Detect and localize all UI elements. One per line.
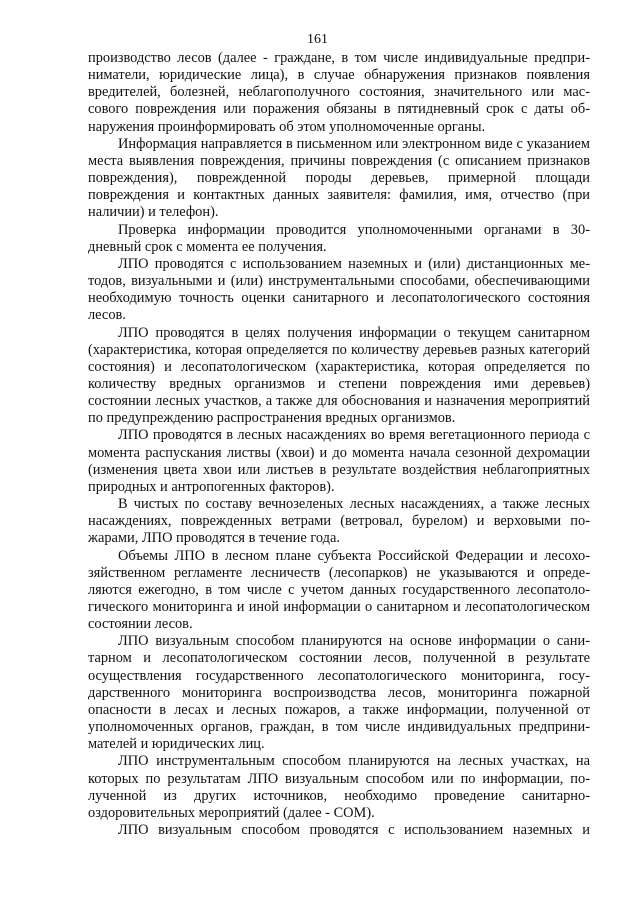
paragraph: ЛПО проводятся с использованием наземных и (или) дистанционных методов, визуальными и (или) инструментальными способами, обеспечивающими необходимую точность оценки санитарного и лесопатологического состояния лесов. xyxy=(88,255,590,324)
paragraph: производство лесов (далее - граждане, в том числе индивидуальные предприниматели, юридические лица), в случае обнаружения признаков появления вредителей, болезней, неблагополучного состояния, значительного или массового повреждения или поражения обязаны в пятидневный срок с даты обнаружения проинформировать об этом уполномоченные органы. xyxy=(88,50,590,135)
document-body xyxy=(88,50,590,839)
paragraph: Проверка информации проводится уполномоченными органами в 30-дневный срок с момента ее получения. xyxy=(88,221,590,255)
page-number: 161 xyxy=(307,32,328,47)
paragraph: Информация направляется в письменном или электронном виде с указанием места выявления повреждения, причины повреждения (с описанием признаков повреждения), поврежденной породы деревьев, примерной площади повреждения и контактных данных заявителя: фамилия, имя, отчество (при наличии) и телефон). xyxy=(88,135,590,221)
paragraph: ЛПО визуальным способом планируются на основе информации о санитарном и лесопатологическом состоянии лесов, полученной в результате осуществления государственного лесопатологического мониторинга, государственного мониторинга воспроизводства лесов, мониторинга пожарной опасности в лесах и лесных пожаров, а также информации, полученной от уполномоченных органов, граждан, в том числе индивидуальных предпринимателей и юридических лиц. xyxy=(88,633,590,753)
paragraph: ЛПО визуальным способом проводятся с использованием наземных и xyxy=(118,822,590,839)
paragraph: ЛПО проводятся в целях получения информации о текущем санитарном (характеристика, которая определяется по количеству деревьев разных категорий состояния) и лесопатологическом (характеристика, которая определяется по количеству вредных организмов и степени повреждения ими деревьев) состоянии лесных участков, а также для обоснования и назначения мероприятий по предупреждению распространения вредных организмов. xyxy=(88,324,590,427)
paragraph: В чистых по составу вечнозеленых лесных насаждениях, а также лесных насаждениях, поврежденных ветрами (ветровал, бурелом) и верховыми пожарами, ЛПО проводятся в течение года. xyxy=(88,496,590,547)
paragraph: ЛПО инструментальным способом планируются на лесных участках, на которых по результатам ЛПО визуальным способом или по информации, полученной из других источников, необходимо проведение санитарно-оздоровительных мероприятий (далее - СОМ). xyxy=(88,753,590,821)
paragraph: Объемы ЛПО в лесном плане субъекта Российской Федерации и лесохозяйственном регламенте лесничеств (лесопарков) не указываются и определяются ежегодно, в том числе с учетом данных государственного лесопатологического мониторинга и иной информации о санитарном и лесопатологическом состоянии лесов. xyxy=(88,547,590,633)
paragraph: ЛПО проводятся в лесных насаждениях во время вегетационного периода с момента распускания листвы (хвои) и до момента начала сезонной дехромации (изменения цвета хвои или листьев в результате воздействия неблагоприятных природных и антропогенных факторов). xyxy=(88,427,590,495)
